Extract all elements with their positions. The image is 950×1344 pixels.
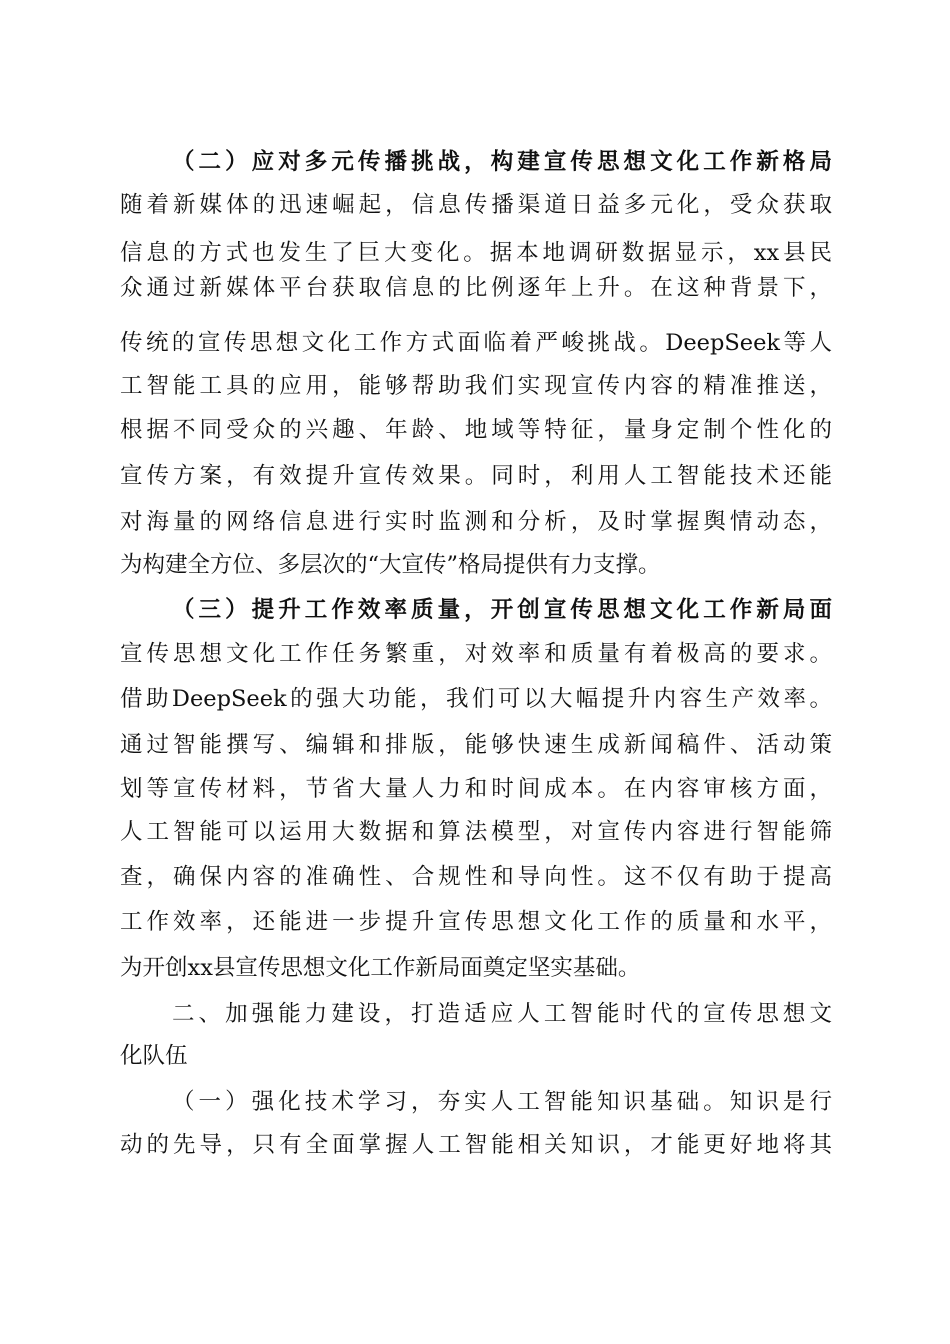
paragraph-line: 人工智能可以运用大数据和算法模型，对宣传内容进行智能筛 [120, 819, 832, 845]
chapter-heading-2-continued: 化队伍 [120, 1043, 188, 1069]
chapter-heading-2: 二、加强能力建设，打造适应人工智能时代的宣传思想文 [172, 1001, 832, 1027]
paragraph-line: 随着新媒体的迅速崛起，信息传播渠道日益多元化，受众获取 [120, 192, 832, 218]
paragraph-line: 工作效率，还能进一步提升宣传思想文化工作的质量和水平， [120, 909, 832, 935]
paragraph-line: 宣传思想文化工作任务繁重，对效率和质量有着极高的要求。 [120, 641, 832, 667]
paragraph-line: 对海量的网络信息进行实时监测和分析，及时掌握舆情动态， [120, 509, 832, 535]
paragraph-line: 工智能工具的应用，能够帮助我们实现宣传内容的精准推送， [120, 373, 832, 399]
paragraph-line: 为开创xx县宣传思想文化工作新局面奠定坚实基础。 [120, 955, 641, 981]
paragraph-line: 传统的宣传思想文化工作方式面临着严峻挑战。DeepSeek等人 [120, 330, 832, 356]
paragraph-line: 宣传方案，有效提升宣传效果。同时，利用人工智能技术还能 [120, 463, 832, 489]
section-heading-2-2: （二）应对多元传播挑战，构建宣传思想文化工作新格局 [172, 149, 832, 175]
paragraph-line: 众通过新媒体平台获取信息的比例逐年上升。在这种背景下， [120, 275, 832, 301]
paragraph-line: 查，确保内容的准确性、合规性和导向性。这不仅有助于提高 [120, 864, 832, 890]
section-heading-2-3: （三）提升工作效率质量，开创宣传思想文化工作新局面 [172, 597, 832, 623]
paragraph-line: 通过智能撰写、编辑和排版，能够快速生成新闻稿件、活动策 [120, 732, 832, 758]
paragraph-line: 信息的方式也发生了巨大变化。据本地调研数据显示，xx县民 [120, 240, 832, 266]
paragraph-line: 根据不同受众的兴趣、年龄、地域等特征，量身定制个性化的 [120, 417, 832, 443]
paragraph-line: 为构建全方位、多层次的“大宣传”格局提供有力支撑。 [120, 552, 661, 578]
paragraph-line: 借助DeepSeek的强大功能，我们可以大幅提升内容生产效率。 [120, 686, 832, 712]
paragraph-line: 动的先导，只有全面掌握人工智能相关知识，才能更好地将其 [120, 1132, 832, 1158]
paragraph-line: 划等宣传材料，节省大量人力和时间成本。在内容审核方面， [120, 776, 832, 802]
section-heading-3-1: （一）强化技术学习，夯实人工智能知识基础。知识是行 [172, 1089, 832, 1115]
